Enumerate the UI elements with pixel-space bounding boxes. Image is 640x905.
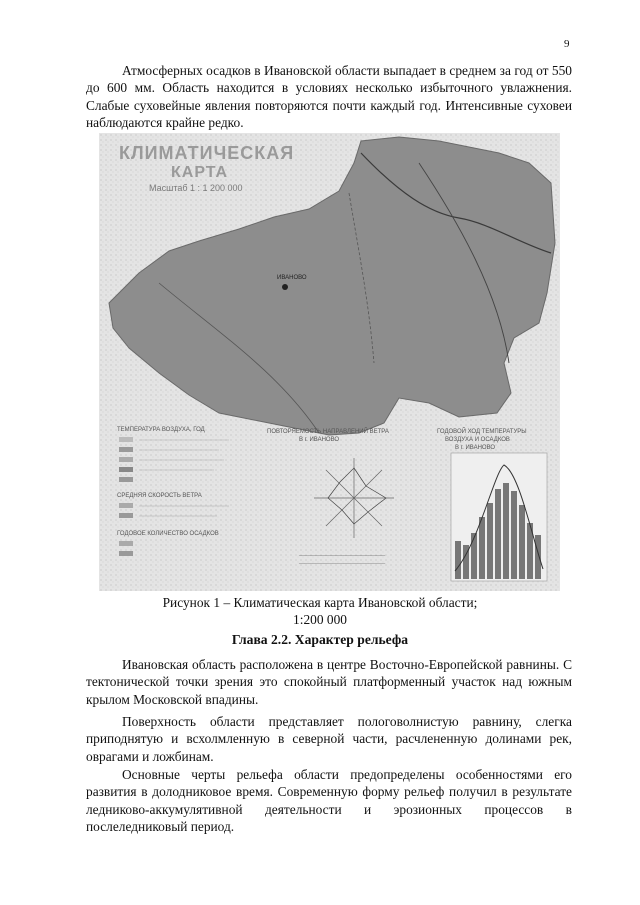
- wind-rose-title-line2: В г. ИВАНОВО: [299, 437, 340, 443]
- figure-caption-line1: Рисунок 1 – Климатическая карта Ивановской области;: [162, 595, 478, 610]
- figure-caption-line2: 1:200 000: [293, 612, 347, 627]
- climate-map-image: [99, 133, 560, 591]
- map-title-line1: КЛИМАТИЧЕСКАЯ: [119, 143, 295, 163]
- annual-chart-title-line2: ВОЗДУХА И ОСАДКОВ: [445, 437, 510, 443]
- svg-text:______________________________: _______________________________: [299, 551, 386, 557]
- paragraph-1: Ивановская область расположена в центре Восточно-Европейской равнины. С тектонической точки зрения это спокойный платформенный участок над южным крылом Московской впадины.: [86, 657, 572, 707]
- chapter-heading: Глава 2.2. Характер рельефа: [231, 632, 409, 647]
- annual-chart: [451, 453, 547, 581]
- page-number: 9: [564, 38, 570, 50]
- annual-chart-title-line1: ГОДОВОЙ ХОД ТЕМПЕРАТУРЫ: [437, 429, 527, 435]
- legend-temperature-title: ТЕМПЕРАТУРА ВОЗДУХА, ГОД: [117, 427, 205, 433]
- map-scale: Масштаб 1 : 1 200 000: [149, 183, 243, 193]
- wind-rose: [314, 458, 394, 538]
- paragraph-3: Основные черты рельефа области предопределены особенностями его развития в долодниковое время. Современную форму рельеф получил в результате ледниково-аккумулятивной деятельности и эрозионных процессов в послеледниковый период.: [86, 767, 572, 835]
- legend-wind-speed-title: СРЕДНЯЯ СКОРОСТЬ ВЕТРА: [117, 493, 202, 499]
- legend-precip-title: ГОДОВОЕ КОЛИЧЕСТВО ОСАДКОВ: [117, 531, 219, 537]
- map-title-line2: КАРТА: [171, 164, 229, 181]
- svg-text:______________________________: _______________________________: [299, 559, 386, 565]
- wind-rose-title-line1: ПОВТОРЯЕМОСТЬ НАПРАВЛЕНИЙ ВЕТРА: [267, 429, 389, 435]
- intro-paragraph: Атмосферных осадков в Ивановской области выпадает в среднем за год от 550 до 600 мм. Область находится в условиях несколько избыточного увлажнения. Слабые суховейные явления повторяются почти каждый год. Интенсивные суховеи наблюдаются крайне редко.: [86, 63, 572, 131]
- paragraph-2: Поверхность области представляет пологоволнистую равнину, слегка приподнятую и всхолмленную в северной части, расчлененную долинами рек, оврагами и ложбинам.: [86, 714, 572, 764]
- annual-chart-title-line3: В г. ИВАНОВО: [455, 445, 496, 451]
- climate-map-figure: [99, 133, 560, 591]
- city-label: ИВАНОВО: [277, 275, 307, 281]
